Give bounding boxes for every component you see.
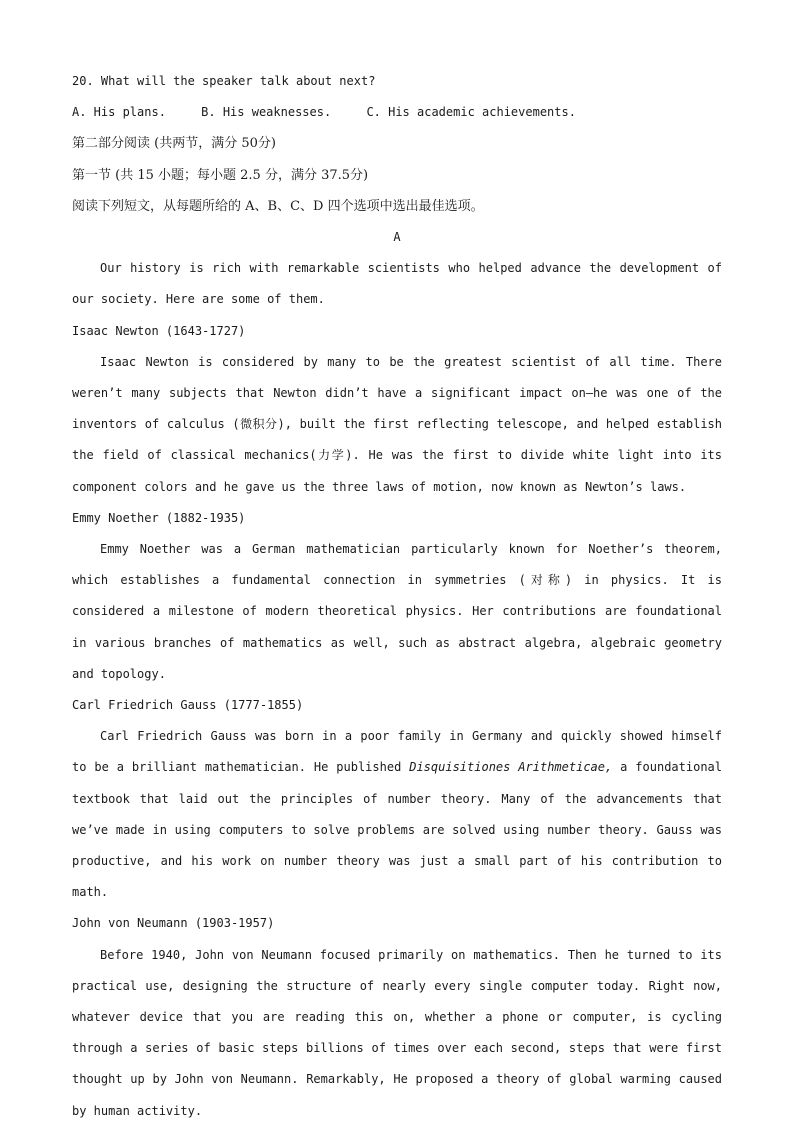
scientist-text-gauss (72, 721, 722, 908)
gauss-text-after: a foundational textbook that laid out the principles of number theory. Many of the advancements that we’ve made in using computers to solve problems are solved using number theory. Gauss was productive, and his work on number theory was just a small part of his contribution to math. (72, 760, 723, 900)
scientist-heading-gauss: Carl Friedrich Gauss (1777-1855) (72, 697, 304, 712)
document-page (72, 66, 722, 1127)
gauss-book-title: Disquisitiones Arithmeticae, (409, 760, 613, 775)
question-20-options (72, 97, 722, 128)
scientist-heading-newton: Isaac Newton (1643-1727) (72, 323, 246, 338)
scientist-text-neumann: Before 1940, John von Neumann focused primarily on mathematics. Then he turned to its practical use, designing the structure of nearly every single computer today. Right now, whatever device that you are reading this on, whether a phone or computer, is cycling through a series of basic steps billions of times over each second, steps that were first thought up by John von Neumann. Remarkably, He proposed a theory of global warming caused by human activity. (72, 947, 722, 1118)
passage-label: A (393, 229, 401, 244)
scientist-text-noether: Emmy Noether was a German mathematician particularly known for Noether’s theorem, which establishes a fundamental connection in symmetries (对称) in physics. It is considered a milestone of modern theoretical physics. Her contributions are foundational in various branches of mathematics as well, such as abstract algebra, algebraic geometry and topology. (72, 541, 722, 681)
scientist-text-newton: Isaac Newton is considered by many to be the greatest scientist of all time. There weren’t many subjects that Newton didn’t have a significant impact on—he was one of the inventors of calculus (微积分), built the first reflecting telescope, and helped establish the field of classical mechanics(力学). He was the first to divide white light into its component colors and he gave us the three laws of motion, now known as Newton’s laws. (72, 354, 722, 494)
part2-heading: 第二部分阅读 (共两节，满分 50分) (72, 136, 276, 152)
scientist-heading-neumann: John von Neumann (1903-1957) (72, 916, 275, 931)
gauss-text-before: Carl Friedrich Gauss was born in a poor family in Germany and quickly showed himself to be a brilliant mathematician. He published (72, 729, 722, 775)
scientist-heading-noether: Emmy Noether (1882-1935) (72, 510, 246, 525)
option-a: A. His plans. (72, 105, 166, 120)
section1-heading: 第一节 (共 15 小题；每小题 2.5 分，满分 37.5分) (72, 167, 369, 183)
option-b: B. His weaknesses. (201, 105, 332, 120)
option-c: C. His academic achievements. (366, 105, 576, 120)
reading-instruction: 阅读下列短文，从每题所给的 A、B、C、D 四个选项中选出最佳选项。 (72, 198, 484, 214)
passage-intro: Our history is rich with remarkable scientists who helped advance the development of our society. Here are some of them. (72, 261, 722, 307)
question-20-stem: 20. What will the speaker talk about next? (72, 74, 376, 88)
